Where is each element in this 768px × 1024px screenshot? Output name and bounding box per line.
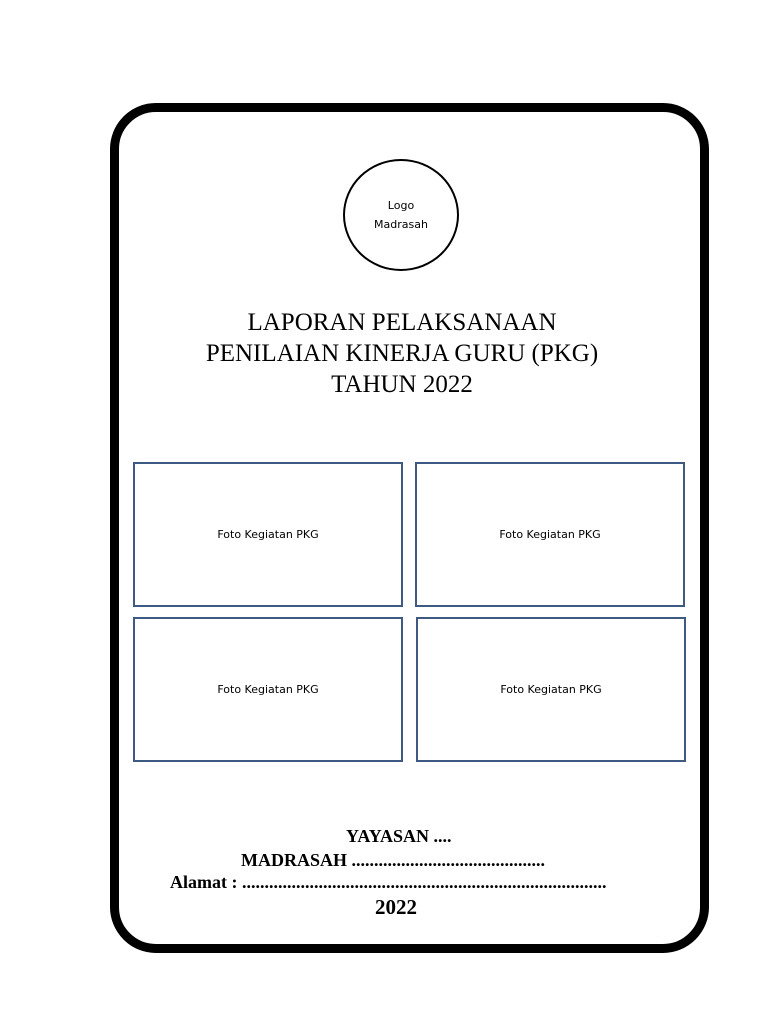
photo-label: Foto Kegiatan PKG: [217, 683, 319, 696]
logo-label-line2: Madrasah: [374, 218, 428, 231]
logo-placeholder: [343, 159, 459, 271]
title-line-1: LAPORAN PELAKSANAAN: [247, 309, 557, 336]
logo-label-line1: Logo: [387, 199, 415, 212]
report-title: [130, 307, 674, 400]
photo-placeholder-2: [415, 462, 685, 607]
photo-label: Foto Kegiatan PKG: [217, 528, 319, 541]
photo-placeholder-3: [133, 617, 403, 762]
yayasan-line: YAYASAN ....: [346, 826, 452, 846]
madrasah-line: MADRASAH ...........................................: [241, 850, 545, 870]
footer-year: 2022: [375, 895, 417, 919]
photo-placeholder-4: [416, 617, 686, 762]
photo-label: Foto Kegiatan PKG: [499, 528, 601, 541]
photo-label: Foto Kegiatan PKG: [500, 683, 602, 696]
address-line: Alamat : .................................................................................: [170, 872, 607, 892]
title-line-2: PENILAIAN KINERJA GURU (PKG): [205, 340, 599, 367]
photo-placeholder-1: [133, 462, 403, 607]
title-line-3: TAHUN 2022: [331, 371, 473, 398]
